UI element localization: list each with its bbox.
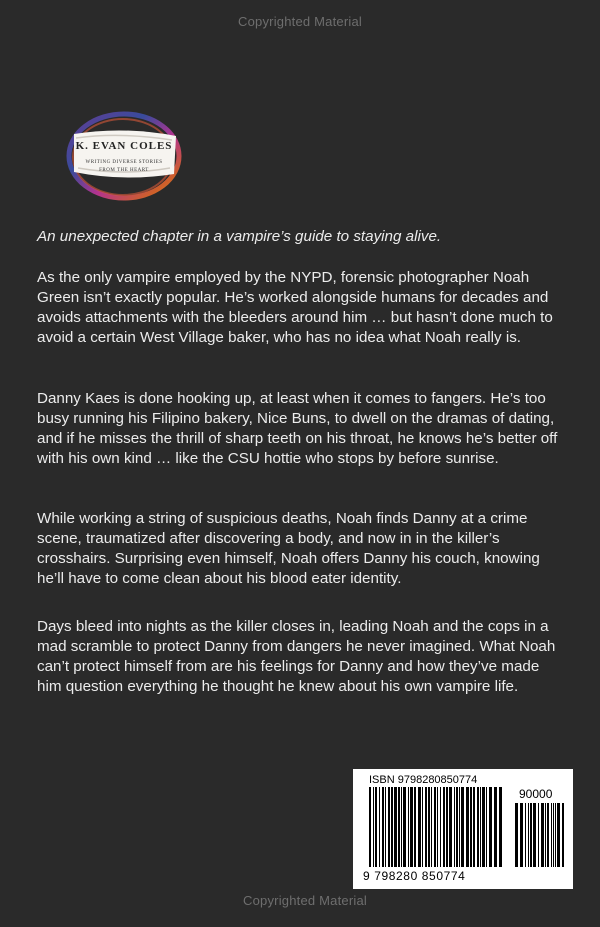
- barcode-bar: [480, 787, 481, 867]
- barcode-bar: [528, 803, 529, 867]
- barcode-bar: [410, 787, 413, 867]
- barcode-bar: [530, 803, 532, 867]
- barcode-bar: [373, 787, 374, 867]
- barcode-bar: [408, 787, 409, 867]
- barcode-bar: [557, 803, 560, 867]
- barcode-bar: [533, 803, 536, 867]
- barcode-bar: [499, 787, 502, 867]
- barcode-bar: [489, 787, 492, 867]
- barcode-bar: [466, 787, 469, 867]
- barcode-bar: [379, 787, 380, 867]
- barcode-bar: [437, 787, 438, 867]
- barcode-bar: [385, 787, 386, 867]
- watermark-top: Copyrighted Material: [238, 14, 362, 29]
- paragraph-text: While working a string of suspicious deaths, Noah finds Danny at a crime scene, traumatized after discovering a body, and now in in the killer’s crosshairs. Surprising even himself, Noah offers Danny his couch, knowing he’ll have to come clean about his blood eater identity.: [37, 510, 540, 587]
- barcode-bar: [394, 787, 397, 867]
- barcode-bar: [446, 787, 448, 867]
- barcode-bar: [454, 787, 455, 867]
- barcode-bar: [425, 787, 427, 867]
- barcode-bar: [461, 787, 464, 867]
- barcode-bar: [414, 787, 416, 867]
- barcode-bar: [473, 787, 475, 867]
- barcode-bar: [422, 787, 423, 867]
- barcode-bar: [391, 787, 393, 867]
- barcode-bar: [375, 787, 377, 867]
- barcode-bar: [401, 787, 402, 867]
- paragraph-text: Danny Kaes is done hooking up, at least when it comes to fangers. He’s too busy running his Filipino bakery, Nice Buns, to dwell on the dramas of dating, and if he misses the thrill of sharp teeth on his throat, he knows he’s better off with his own kind … like the CSU hottie who stops by before sunrise.: [37, 390, 558, 467]
- paragraph-text: As the only vampire employed by the NYPD, forensic photographer Noah Green isn’t exactly popular. He’s worked alongside humans for decades and avoids attachments with the bleeders around him … but hasn’t done much to avoid a certain West Village baker, who has no idea what Noah really is.: [37, 269, 553, 346]
- barcode-bar: [525, 803, 526, 867]
- barcode-bar: [541, 803, 544, 867]
- blurb-paragraph-2: [37, 389, 567, 469]
- barcode-number: 9 798280 850774: [363, 869, 466, 883]
- barcode-bar: [494, 787, 497, 867]
- barcode-bar: [553, 803, 554, 867]
- paragraph-text: Days bleed into nights as the killer closes in, leading Noah and the cops in a mad scramble to protect Danny from dangers he never imagined. What Noah can’t protect himself from are his feelings for Danny and how they’ve made him question everything he thought he knew about his own vampire life.: [37, 618, 556, 695]
- logo-tagline-line2: FROM THE HEART: [99, 168, 149, 173]
- blurb-paragraph-3: [37, 509, 567, 589]
- barcode-bar: [369, 787, 371, 867]
- barcode-bar: [547, 803, 549, 867]
- isbn-label: ISBN 9798280850774: [369, 774, 478, 786]
- barcode-bar: [403, 787, 406, 867]
- blurb-paragraph-4: [37, 617, 567, 697]
- watermark-bottom: Copyrighted Material: [243, 893, 367, 908]
- barcode-bar: [515, 803, 518, 867]
- barcode-bar: [520, 803, 523, 867]
- barcode-bar: [486, 787, 487, 867]
- barcode-addon-number: 90000: [519, 787, 553, 801]
- barcode-bar: [551, 803, 552, 867]
- barcode-bar: [440, 787, 441, 867]
- barcode-bar: [388, 787, 390, 867]
- barcode-bar: [545, 803, 546, 867]
- barcode-bar: [382, 787, 384, 867]
- barcode-bar: [449, 787, 452, 867]
- barcode-bar: [443, 787, 445, 867]
- isbn-barcode: [353, 769, 573, 889]
- barcode-bar: [431, 787, 432, 867]
- barcode-bar: [482, 787, 485, 867]
- barcode-bar: [470, 787, 472, 867]
- barcode-bar: [562, 803, 564, 867]
- barcode-bar: [459, 787, 460, 867]
- blurb-paragraph-1: [37, 268, 567, 348]
- barcode-bar: [428, 787, 430, 867]
- tagline-text: An unexpected chapter in a vampire’s guide to staying alive.: [37, 228, 442, 245]
- barcode-bar: [538, 803, 539, 867]
- logo-author-name: K. EVAN COLES: [75, 140, 173, 152]
- author-logo-icon: [60, 108, 188, 204]
- barcode-bar: [398, 787, 400, 867]
- barcode-bar: [555, 803, 556, 867]
- barcode-bar: [456, 787, 458, 867]
- blurb-tagline: [37, 227, 567, 247]
- barcode-bar: [477, 787, 479, 867]
- barcode-bar: [418, 787, 421, 867]
- logo-tagline-line1: WRITING DIVERSE STORIES: [85, 160, 163, 165]
- barcode-bar: [434, 787, 436, 867]
